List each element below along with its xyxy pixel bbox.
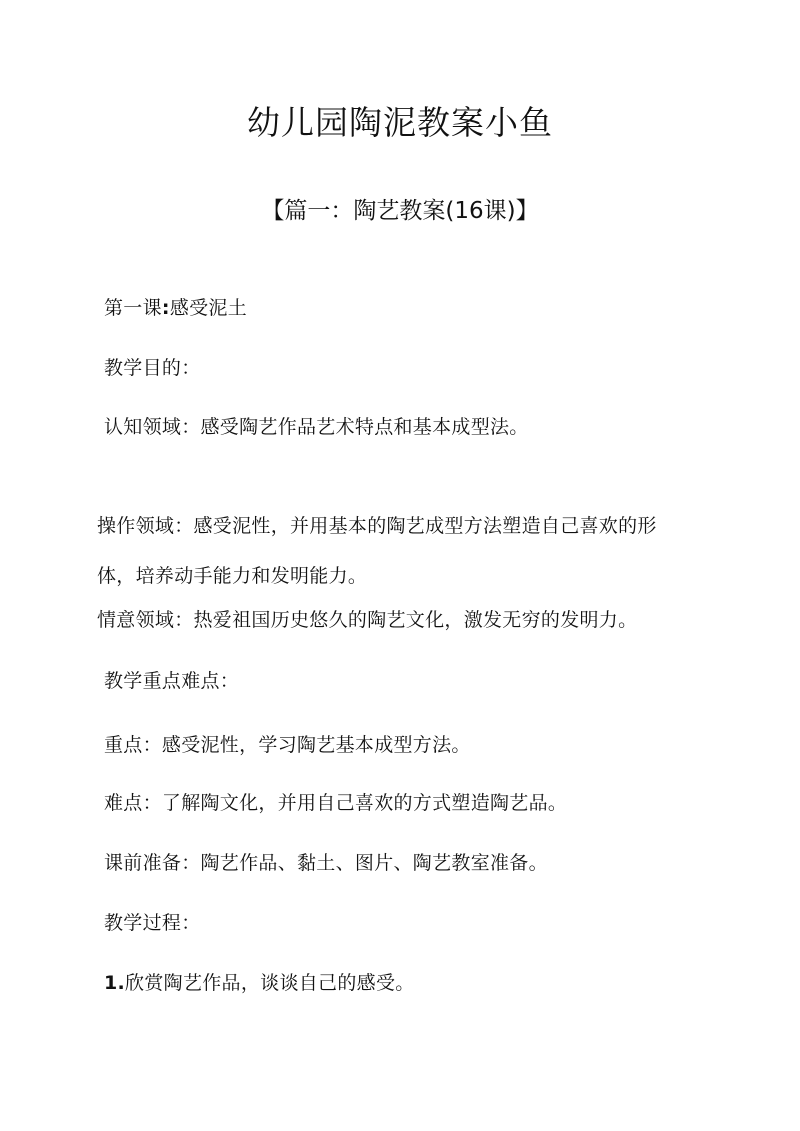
key-points-heading: 教学重点难点： xyxy=(104,670,240,692)
operation-domain-line-2: 体，培养动手能力和发明能力。 xyxy=(97,565,368,587)
step-1-text: 欣赏陶艺作品，谈谈自己的感受。 xyxy=(125,972,415,994)
document-title: 幼儿园陶泥教案小鱼 xyxy=(247,103,553,142)
lesson-number: 第一课 xyxy=(104,297,162,319)
step-1-line xyxy=(104,969,415,997)
preparation-line: 课前准备：陶艺作品、黏土、图片、陶艺教室准备。 xyxy=(104,852,548,874)
objectives-heading: 教学目的： xyxy=(104,357,201,379)
operation-domain-line-1: 操作领域：感受泥性，并用基本的陶艺成型方法塑造自己喜欢的形 xyxy=(97,515,657,537)
difficulty-line: 难点：了解陶文化，并用自己喜欢的方式塑造陶艺品。 xyxy=(104,792,568,814)
step-1-number: 1. xyxy=(104,972,126,994)
lesson-colon: : xyxy=(161,297,170,319)
lesson-heading xyxy=(104,294,247,322)
key-point-line: 重点：感受泥性，学习陶艺基本成型方法。 xyxy=(104,734,471,756)
process-heading: 教学过程： xyxy=(104,912,201,934)
emotion-domain-line: 情意领域：热爱祖国历史悠久的陶艺文化，激发无穷的发明力。 xyxy=(97,609,638,631)
lesson-name: 感受泥土 xyxy=(169,297,248,319)
cognitive-domain-line: 认知领域：感受陶艺作品艺术特点和基本成型法。 xyxy=(104,416,529,438)
document-subtitle: 【篇一：陶艺教案(16课)】 xyxy=(261,198,539,224)
